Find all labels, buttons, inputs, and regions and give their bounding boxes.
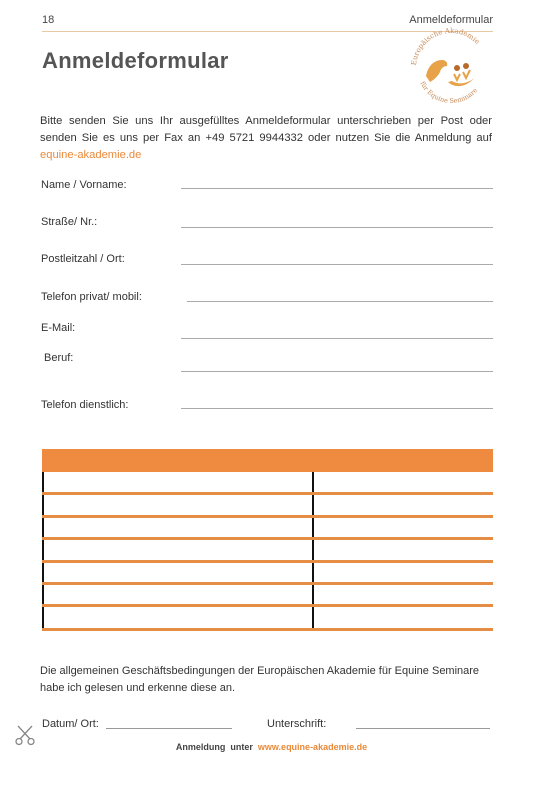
svg-text:für Equine Seminare (418, 80, 479, 105)
phone-work-field[interactable] (181, 408, 493, 409)
postcode-city-label: Postleitzahl / Ort: (41, 253, 125, 265)
table-row[interactable] (42, 604, 493, 607)
phone-work-label: Telefon dienstlich: (41, 399, 129, 411)
phone-private-label: Telefon privat/ mobil: (41, 291, 142, 303)
table-row[interactable] (42, 560, 493, 563)
street-label: Straße/ Nr.: (41, 216, 98, 228)
email-label: E-Mail: (41, 322, 76, 334)
table-row[interactable] (42, 515, 493, 518)
footer (0, 742, 543, 752)
postcode-city-field[interactable] (181, 264, 493, 265)
profession-field[interactable] (181, 371, 493, 372)
intro-text: Bitte senden Sie uns Ihr ausgefülltes Anmeldeformular unterschrieben per Post oder senden Sie es uns per Fax an +49 5721 9944332 oder nutzen Sie die Anmeldung auf (40, 115, 492, 144)
street-field[interactable] (181, 227, 493, 228)
signature-field[interactable] (356, 728, 490, 729)
table-row[interactable] (42, 582, 493, 585)
website-link[interactable]: equine-akademie.de (40, 149, 142, 161)
name-label: Name / Vorname: (41, 179, 127, 191)
name-field[interactable] (181, 188, 493, 189)
running-header-title: Anmeldeformular (409, 14, 493, 26)
email-field[interactable] (181, 338, 493, 339)
terms-acknowledgement: Die allgemeinen Geschäftsbedingungen der Europäischen Akademie für Equine Seminare habe ich gelesen und erkenne diese an. (40, 665, 480, 694)
signature-label: Unterschrift: (267, 718, 327, 730)
footer-website-link[interactable]: www.equine-akademie.de (257, 742, 368, 752)
intro-paragraph (40, 113, 492, 164)
document-title: Anmeldeformular (42, 48, 229, 73)
table-row[interactable] (42, 628, 493, 631)
page-number: 18 (42, 14, 55, 26)
table-row[interactable] (42, 492, 493, 495)
phone-private-field[interactable] (187, 301, 493, 302)
date-place-label: Datum/ Ort: (42, 718, 99, 730)
table-header (42, 449, 493, 472)
date-place-field[interactable] (106, 728, 232, 729)
footer-prefix: Anmeldung unter (175, 742, 258, 752)
table-row[interactable] (42, 537, 493, 540)
logo-text-bottom: für Equine Seminare (418, 80, 480, 105)
svg-text:Europäische Akademie (410, 27, 481, 66)
profession-label: Beruf: (44, 352, 74, 364)
academy-logo (404, 26, 496, 110)
logo-text-top: Europäische Akademie (409, 26, 482, 66)
